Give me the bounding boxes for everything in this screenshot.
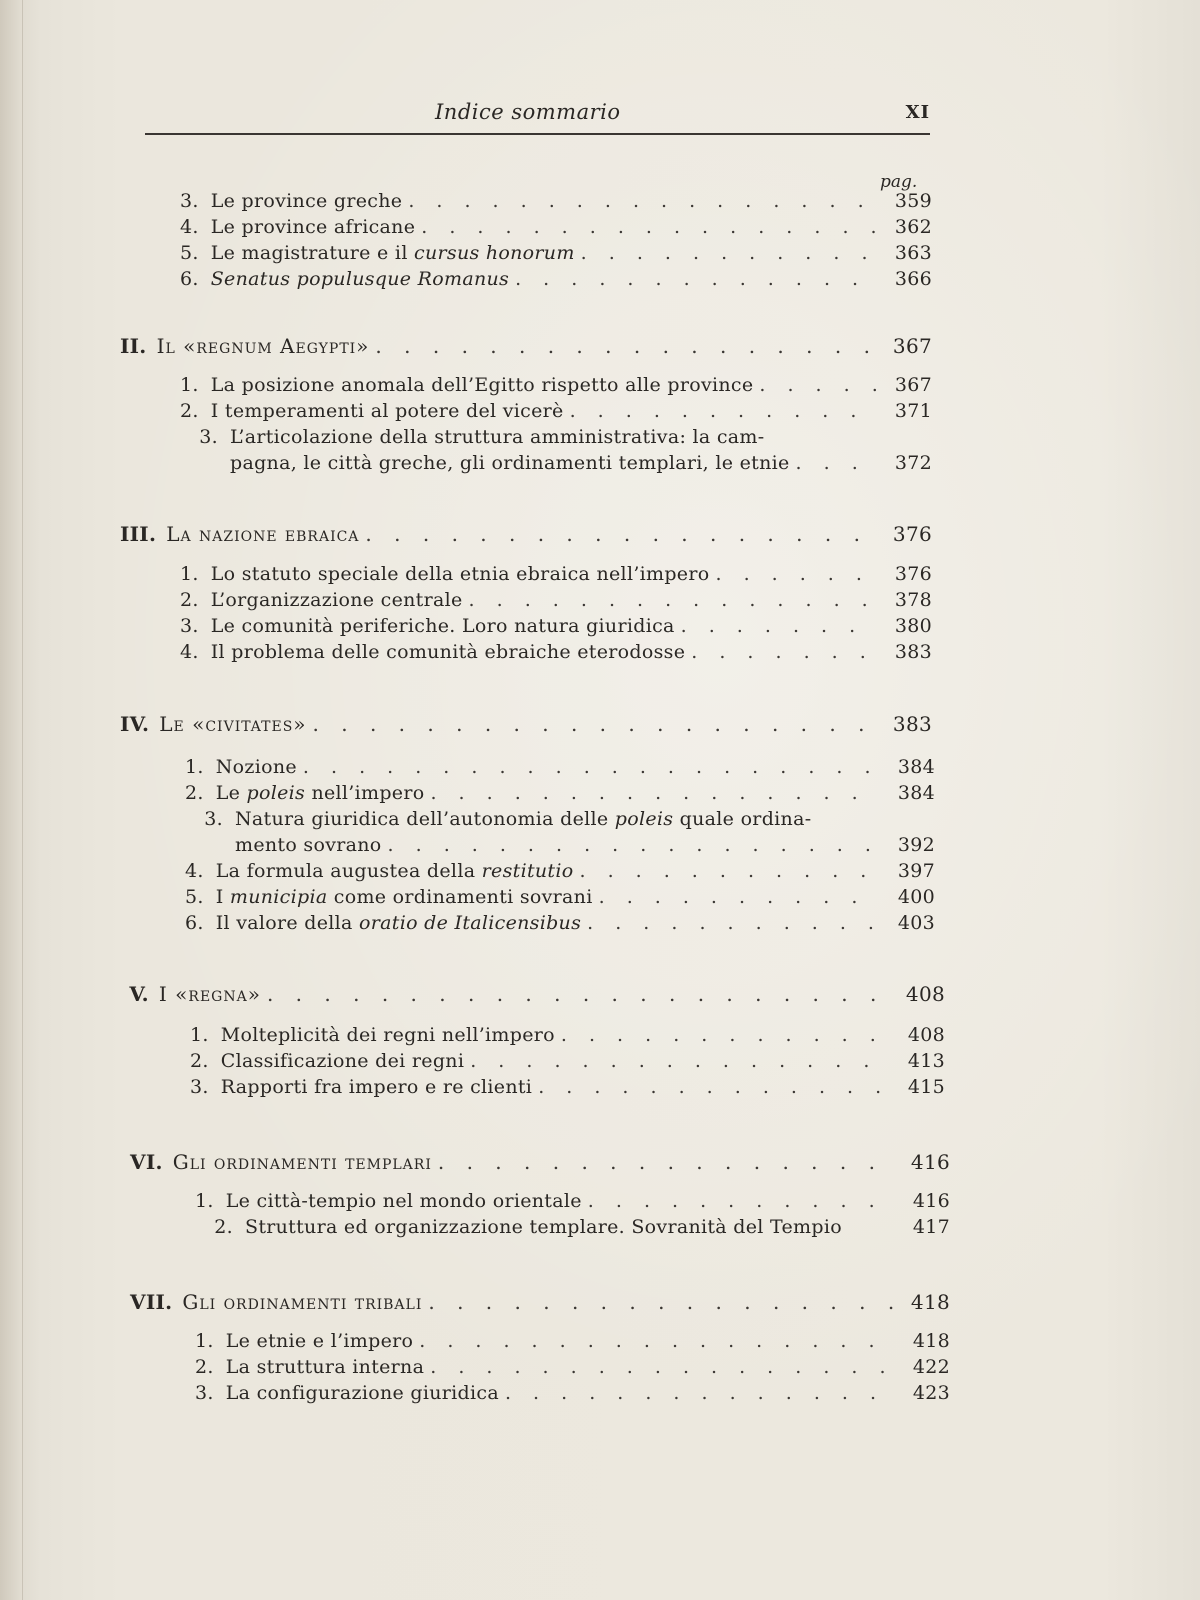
toc-entry: [195, 1190, 950, 1216]
entry-page: 418: [912, 1330, 950, 1352]
toc-chapter: [120, 712, 932, 738]
entry-title: L’articolazione della struttura amministrativa: la cam-: [230, 426, 765, 448]
leader-dots: [469, 589, 878, 611]
entry-page: 418: [910, 1290, 950, 1314]
toc-entry: [180, 426, 932, 452]
toc-entry: [185, 886, 935, 912]
toc-entry-continuation: [235, 834, 935, 860]
leader-dots: [430, 1356, 896, 1378]
toc-entry: [195, 1382, 950, 1408]
entry-title: [216, 860, 574, 882]
toc-entry: [185, 782, 935, 808]
entry-title: L’organizzazione centrale: [210, 589, 463, 611]
entry-page: 415: [907, 1076, 945, 1098]
entry-title: Nozione: [215, 756, 297, 778]
leader-dots: [515, 268, 878, 290]
entry-page: 359: [894, 190, 932, 212]
chapter-numeral: VI.: [130, 1150, 163, 1174]
leader-dots: [388, 834, 881, 856]
entry-number: 5.: [185, 886, 204, 908]
toc-entry: [190, 1076, 945, 1102]
entry-title-part: Le magistrature e il: [210, 242, 415, 264]
entry-page: 422: [912, 1356, 950, 1378]
leader-dots: [796, 452, 878, 474]
entry-title-italic: restitutio: [481, 860, 574, 882]
toc-entry: [180, 400, 932, 426]
leader-dots: [375, 334, 878, 358]
entry-page: 417: [912, 1216, 950, 1238]
toc-entry: [190, 1050, 945, 1076]
entry-page: 362: [894, 216, 932, 238]
entry-number: 3.: [180, 190, 199, 212]
page-folio: XI: [905, 102, 930, 123]
entry-number: 1.: [185, 756, 204, 778]
entry-number: 1.: [180, 563, 199, 585]
entry-page: 378: [894, 589, 932, 611]
entry-title-part: La formula augustea della: [215, 860, 482, 882]
entry-title: Le città-tempio nel mondo orientale: [225, 1190, 582, 1212]
leader-dots: [470, 1050, 891, 1072]
leader-dots: [570, 400, 878, 422]
entry-page: 383: [892, 712, 932, 736]
entry-title-part: Il valore della: [215, 912, 360, 934]
entry-number: 2.: [195, 1356, 214, 1378]
entry-page: 416: [910, 1150, 950, 1174]
entry-number: 5.: [180, 242, 199, 264]
entry-title: [216, 912, 581, 934]
leader-dots: [538, 1076, 891, 1098]
entry-number: 6.: [180, 268, 199, 290]
toc-entry: [180, 563, 932, 589]
entry-title-continued: mento sovrano: [235, 834, 382, 856]
entry-title: Senatus populusque Romanus: [210, 268, 510, 290]
toc-entry: [190, 1024, 945, 1050]
entry-title-continued: pagna, le città greche, gli ordinamenti templari, le etnie: [230, 452, 790, 474]
leader-dots: [365, 522, 878, 546]
entry-title-part: nell’impero: [305, 782, 425, 804]
entry-number: 3.: [199, 426, 218, 448]
entry-title-part: quale ordina-: [673, 808, 812, 830]
leader-dots: [505, 1382, 896, 1404]
entry-number: 1.: [195, 1190, 214, 1212]
toc-entry: [185, 912, 935, 938]
entry-page: 367: [892, 334, 932, 358]
entry-number: 2.: [190, 1050, 209, 1072]
chapter-numeral: III.: [120, 522, 157, 546]
chapter-numeral: V.: [129, 982, 149, 1006]
leader-dots: [313, 712, 878, 736]
entry-title-part: come ordinamenti sovrani: [327, 886, 593, 908]
entry-title: [211, 242, 575, 264]
chapter-title: Gli ordinamenti tribali: [182, 1290, 423, 1314]
toc-chapter: [130, 1150, 950, 1176]
entry-page: 400: [897, 886, 935, 908]
entry-page: 416: [912, 1190, 950, 1212]
entry-title: Le etnie e l’impero: [225, 1330, 414, 1352]
entry-page: 380: [894, 615, 932, 637]
entry-title-italic: poleis: [614, 808, 674, 830]
toc-entry: [185, 860, 935, 886]
leader-dots: [715, 563, 878, 585]
chapter-title: La nazione ebraica: [166, 522, 360, 546]
chapter-title: I «regna»: [158, 982, 261, 1006]
entry-page: 376: [892, 522, 932, 546]
toc-chapter: [120, 522, 932, 548]
leader-dots: [691, 641, 878, 663]
entry-title: Le province greche: [210, 190, 403, 212]
entry-number: 6.: [185, 912, 204, 934]
toc-entry: [195, 1216, 950, 1242]
toc-entry: [180, 242, 932, 268]
entry-title: [235, 808, 811, 830]
leader-dots: [421, 216, 878, 238]
entry-page: 376: [894, 563, 932, 585]
entry-title: Struttura ed organizzazione templare. Sovranità del Tempio: [245, 1216, 842, 1238]
leader-dots: [267, 982, 891, 1006]
toc-chapter: [120, 334, 932, 360]
leader-dots: [408, 190, 878, 212]
entry-page: 384: [897, 782, 935, 804]
leader-dots: [579, 860, 881, 882]
toc-entry-continuation: [230, 452, 932, 478]
entry-title-part: I: [215, 886, 230, 908]
entry-title-italic: oratio de Italicensibus: [359, 912, 582, 934]
chapter-title: Le «civitates»: [159, 712, 307, 736]
leader-dots: [438, 1150, 896, 1174]
entry-number: 3.: [204, 808, 223, 830]
leader-dots: [587, 912, 881, 934]
entry-number: 3.: [190, 1076, 209, 1098]
entry-number: 3.: [195, 1382, 214, 1404]
entry-page: 413: [907, 1050, 945, 1072]
entry-title-italic: municipia: [229, 886, 328, 908]
chapter-title: Gli ordinamenti templari: [172, 1150, 432, 1174]
entry-title-italic: poleis: [246, 782, 306, 804]
entry-number: 3.: [180, 615, 199, 637]
page-edge: [0, 0, 23, 1600]
leader-dots: [759, 374, 878, 396]
entry-page: 392: [897, 834, 935, 856]
entry-number: 2.: [180, 400, 199, 422]
entry-page: 367: [894, 374, 932, 396]
entry-number: 4.: [185, 860, 204, 882]
running-header: [145, 98, 930, 134]
entry-number: 1.: [195, 1330, 214, 1352]
entry-title: La struttura interna: [225, 1356, 425, 1378]
pag-column-label: pag.: [880, 172, 918, 192]
entry-number: 4.: [180, 216, 199, 238]
entry-page: 372: [894, 452, 932, 474]
toc-entry: [180, 216, 932, 242]
leader-dots: [561, 1024, 891, 1046]
header-title: Indice sommario: [435, 100, 621, 124]
entry-title: I temperamenti al potere del vicerè: [210, 400, 564, 422]
entry-page: 397: [897, 860, 935, 882]
entry-page: 408: [905, 982, 945, 1006]
leader-dots: [599, 886, 881, 908]
toc-entry: [185, 808, 935, 834]
header-rule: [145, 133, 930, 135]
toc-entry: [180, 268, 932, 294]
entry-title: La configurazione giuridica: [225, 1382, 499, 1404]
entry-number: 1.: [190, 1024, 209, 1046]
leader-dots: [419, 1330, 896, 1352]
entry-title-part: Le: [215, 782, 247, 804]
entry-title: Lo statuto speciale della etnia ebraica nell’impero: [210, 563, 710, 585]
toc-chapter: [130, 1290, 950, 1316]
chapter-numeral: II.: [120, 334, 147, 358]
leader-dots: [681, 615, 878, 637]
entry-number: 2.: [180, 589, 199, 611]
chapter-numeral: VII.: [130, 1290, 173, 1314]
entry-page: 366: [894, 268, 932, 290]
toc-entry: [180, 641, 932, 667]
toc-entry: [180, 374, 932, 400]
toc-entry: [180, 589, 932, 615]
entry-title: Molteplicità dei regni nell’impero: [220, 1024, 555, 1046]
entry-title-italic: cursus honorum: [414, 242, 575, 264]
entry-title-part: Natura giuridica dell’autonomia delle: [235, 808, 615, 830]
entry-title: Le province africane: [210, 216, 416, 238]
entry-page: 363: [894, 242, 932, 264]
leader-dots: [428, 1290, 896, 1314]
entry-page: 383: [894, 641, 932, 663]
toc-chapter: [125, 982, 945, 1008]
entry-title: Le comunità periferiche. Loro natura giuridica: [210, 615, 675, 637]
chapter-title: Il «regnum Aegypti»: [156, 334, 370, 358]
toc-entry: [185, 756, 935, 782]
chapter-numeral: IV.: [120, 712, 150, 736]
entry-page: 403: [897, 912, 935, 934]
entry-page: 423: [912, 1382, 950, 1404]
entry-title: Rapporti fra impero e re clienti: [220, 1076, 533, 1098]
entry-number: 2.: [214, 1216, 233, 1238]
toc-entry: [180, 615, 932, 641]
leader-dots: [430, 782, 881, 804]
toc-entry: [195, 1356, 950, 1382]
toc-entry: [180, 190, 932, 216]
toc-entry: [195, 1330, 950, 1356]
leader-dots: [588, 1190, 896, 1212]
entry-number: 1.: [180, 374, 199, 396]
entry-page: 408: [907, 1024, 945, 1046]
entry-title: [216, 886, 593, 908]
entry-title: La posizione anomala dell’Egitto rispetto alle province: [210, 374, 754, 396]
entry-title: Classificazione dei regni: [220, 1050, 465, 1072]
entry-number: 2.: [185, 782, 204, 804]
entry-number: 4.: [180, 641, 199, 663]
entry-title: [216, 782, 425, 804]
leader-dots: [581, 242, 878, 264]
entry-page: 371: [894, 400, 932, 422]
entry-page: 384: [897, 756, 935, 778]
entry-title: Il problema delle comunità ebraiche eterodosse: [210, 641, 686, 663]
leader-dots: [303, 756, 881, 778]
